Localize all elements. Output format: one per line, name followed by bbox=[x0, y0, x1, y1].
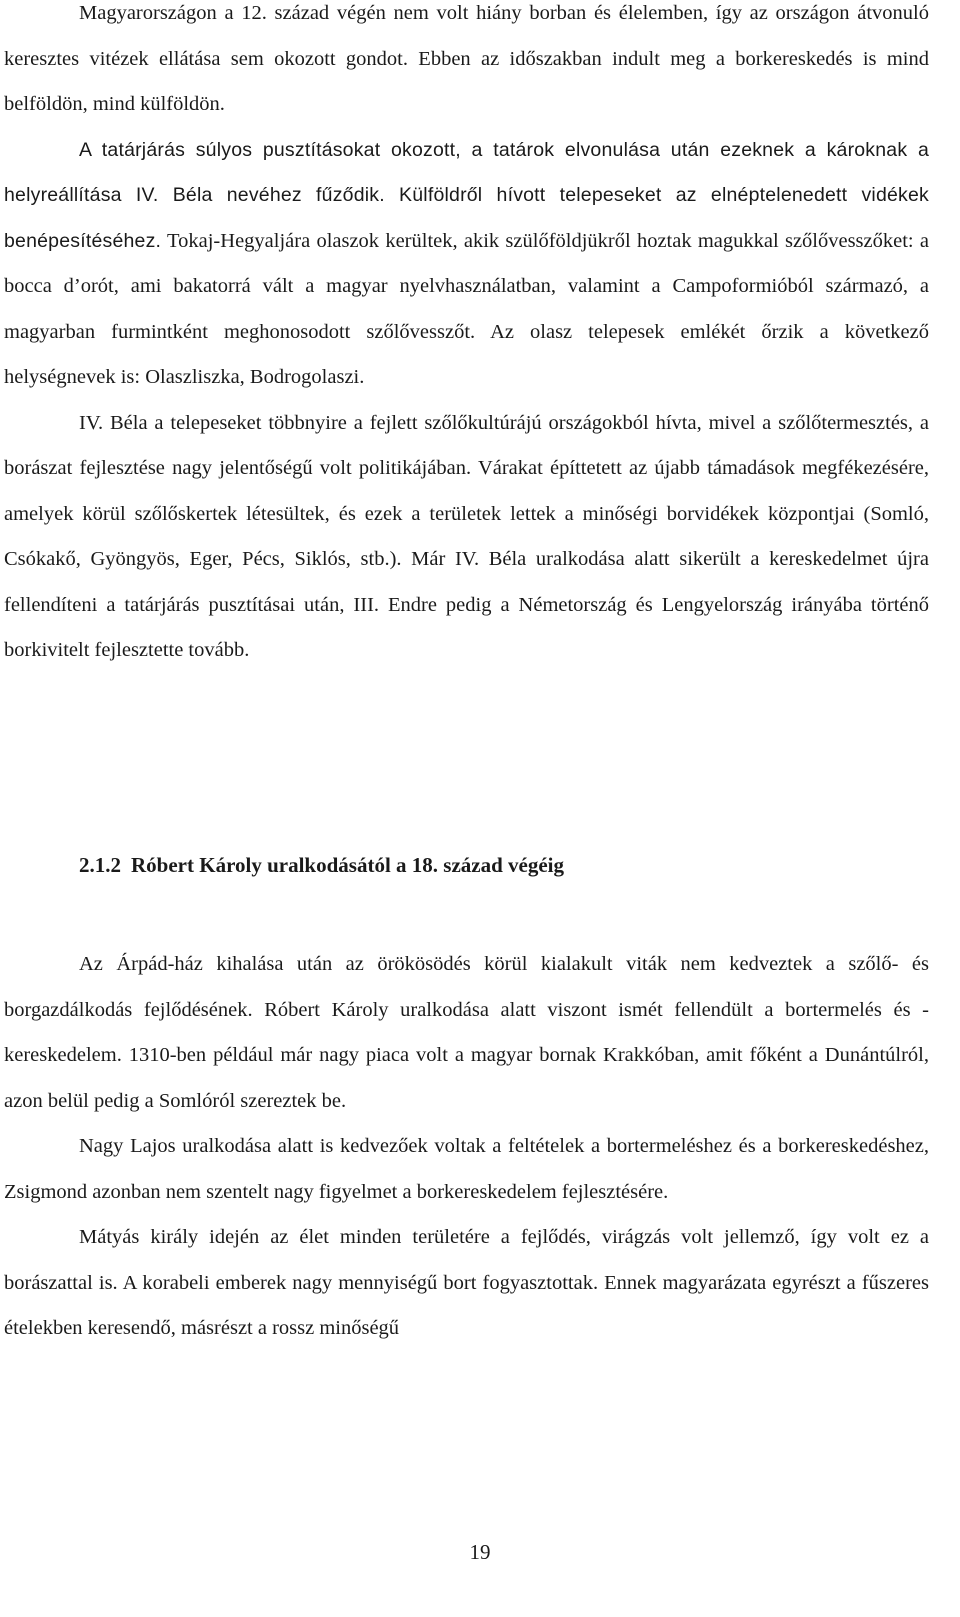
section-body-top bbox=[4, 0, 929, 674]
paragraph-mixed bbox=[4, 128, 929, 401]
paragraph: Az Árpád-ház kihalása után az örökösödés körül kialakult viták nem kedveztek a szőlő- és borgazdálkodás fejlődésének. Róbert Károly uralkodása alatt viszont ismét fellendült a bortermelés és -kereskedelem. 1310-ben például már nagy piaca volt a magyar bornak Krakkóban, amit főként a Dunántúlról, azon belül pedig a Somlóról szereztek be. bbox=[4, 953, 929, 1112]
section-heading bbox=[79, 853, 564, 878]
paragraph: Mátyás király idején az élet minden területére a fejlődés, virágzás volt jellemző, így volt ez a borászattal is. A korabeli emberek nagy mennyiségű bort fogyasztottak. Ennek magyarázata egyrészt a fűszeres ételekben keresendő, másrészt a rossz minőségű bbox=[4, 1226, 929, 1339]
section-body-bottom bbox=[4, 942, 929, 1352]
section-title: Róbert Károly uralkodásától a 18. század végéig bbox=[131, 853, 565, 877]
page-number: 19 bbox=[469, 1540, 491, 1564]
paragraph-serif-run: Tokaj-Hegyaljára olaszok kerültek, akik szülőföldjükről hoztak magukkal szőlővesszőket: a bocca d’orót, ami bakatorrá vált a magyar nyelvhasználatban, valamint a Campoformióból származó, a magyarban furmintként meghonosodott szőlővesszőt. Az olasz telepesek emlékét őrzik a következő helységnevek is: Olaszliszka, Bodrogolaszi. bbox=[4, 229, 929, 388]
paragraph-sans-run: A tatárjárás súlyos pusztításokat okozott, a tatárok elvonulása után ezeknek a károknak a helyreállítása IV. Béla nevéhez fűződik. Külföldről hívott telepeseket az elnéptelenedett vidékek benépesítéséhez. bbox=[4, 138, 929, 252]
paragraph: IV. Béla a telepeseket többnyire a fejlett szőlőkultúrájú országokból hívta, mivel a szőlőtermesztés, a borászat fejlesztése nagy jelentőségű volt politikájában. Várakat építtetett az újabb támadások megfékezésére, amelyek körül szőlőskertek létesültek, és ezek a területek lettek a minőségi borvidékek központjai (Somló, Csókakő, Gyöngyös, Eger, Pécs, Siklós, stb.). Már IV. Béla uralkodása alatt sikerült a kereskedelmet újra fellendíteni a tatárjárás pusztításai után, III. Endre pedig a Németország és Lengyelország irányába történő borkivitelt fejlesztette tovább. bbox=[4, 411, 929, 661]
paragraph: Magyarországon a 12. század végén nem volt hiány borban és élelemben, így az országon átvonuló keresztes vitézek ellátása sem okozott gondot. Ebben az időszakban indult meg a borkereskedés is mind belföldön, mind külföldön. bbox=[4, 2, 929, 115]
section-number: 2.1.2 bbox=[79, 853, 121, 877]
paragraph: Nagy Lajos uralkodása alatt is kedvezőek voltak a feltételek a bortermeléshez és a borkereskedéshez, Zsigmond azonban nem szentelt nagy figyelmet a borkereskedelem fejlesztésére. bbox=[4, 1135, 929, 1203]
